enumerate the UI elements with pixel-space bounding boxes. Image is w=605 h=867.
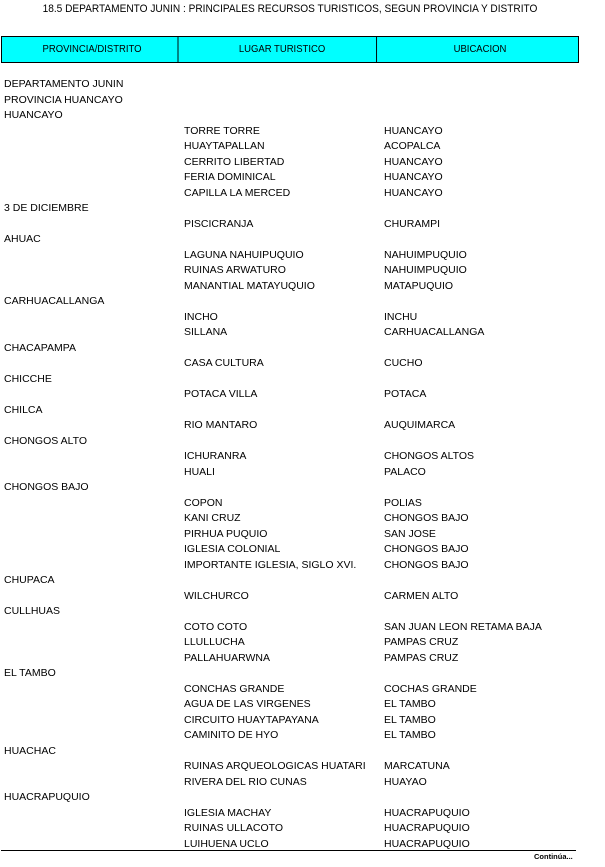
lugar-turistico-cell: IGLESIA COLONIAL [184, 543, 281, 555]
lugar-turistico-cell: RUINAS ARWATURO [184, 264, 286, 276]
provincia-distrito-cell: CHICCHE [4, 372, 52, 385]
table-row [0, 449, 600, 465]
header-lugar-turistico: LUGAR TURISTICO [188, 37, 377, 62]
provincia-distrito-cell: PROVINCIA HUANCAYO [4, 93, 123, 106]
lugar-turistico-cell: CONCHAS GRANDE [184, 682, 285, 695]
lugar-turistico-cell: FERIA DOMINICAL [184, 171, 276, 183]
lugar-turistico-cell: WILCHURCO [184, 589, 249, 602]
lugar-turistico-cell: IGLESIA MACHAY [184, 806, 272, 819]
ubicacion-cell: HUACRAPUQUIO [384, 806, 470, 819]
table-header [1, 36, 579, 63]
ubicacion-cell: HUACRAPUQUIO [384, 837, 470, 850]
ubicacion-cell: CHURAMPI [384, 217, 441, 230]
lugar-turistico-cell: RIVERA DEL RIO CUNAS [184, 775, 307, 788]
lugar-turistico-cell: IMPORTANTE IGLESIA, SIGLO XVI. [184, 558, 357, 571]
provincia-distrito-cell: AHUAC [4, 233, 41, 245]
ubicacion-cell: HUACRAPUQUIO [384, 822, 470, 834]
lugar-turistico-cell: RUINAS ULLACOTO [184, 822, 283, 834]
lugar-turistico-cell: KANI CRUZ [184, 512, 241, 524]
table-row [0, 542, 600, 558]
table-row [0, 170, 600, 186]
lugar-turistico-cell: LUIHUENA UCLO [184, 837, 269, 850]
lugar-turistico-cell: CAPILLA LA MERCED [184, 186, 291, 199]
table-row [0, 697, 600, 713]
table-row [0, 387, 600, 403]
table-row [0, 248, 600, 264]
header-provincia-distrito: PROVINCIA/DISTRITO [7, 37, 179, 62]
table-row [0, 434, 600, 450]
ubicacion-cell: CHONGOS BAJO [384, 543, 469, 555]
lugar-turistico-cell: MANANTIAL MATAYUQUIO [184, 279, 315, 292]
table-row [0, 325, 600, 341]
lugar-turistico-cell: CAMINITO DE HYO [184, 729, 279, 741]
table-row [0, 496, 600, 512]
table-row [0, 77, 600, 93]
provincia-distrito-cell: HUACRAPUQUIO [4, 791, 90, 803]
ubicacion-cell: CHONGOS BAJO [384, 558, 469, 571]
table-row [0, 821, 600, 837]
table-row [0, 232, 600, 248]
continue-label: Continúa... [534, 852, 573, 861]
lugar-turistico-cell: CASA CULTURA [184, 357, 264, 369]
lugar-turistico-cell: INCHO [184, 310, 218, 323]
table-row [0, 93, 600, 109]
table-row [0, 155, 600, 171]
provincia-distrito-cell: 3 DE DICIEMBRE [4, 202, 89, 214]
table-row [0, 372, 600, 388]
lugar-turistico-cell: SILLANA [184, 326, 228, 338]
provincia-distrito-cell: EL TAMBO [4, 667, 56, 679]
lugar-turistico-cell: PIRHUA PUQUIO [184, 527, 268, 540]
lugar-turistico-cell: CERRITO LIBERTAD [184, 155, 285, 168]
ubicacion-cell: CHONGOS BAJO [384, 512, 469, 524]
lugar-turistico-cell: HUALI [184, 465, 215, 478]
table-row [0, 790, 600, 806]
table-row [0, 806, 600, 822]
ubicacion-cell: POLIAS [384, 496, 422, 509]
table-row [0, 403, 600, 419]
table-row [0, 279, 600, 295]
table-row [0, 418, 600, 434]
table-row [0, 511, 600, 527]
lugar-turistico-cell: TORRE TORRE [184, 124, 260, 137]
table-row [0, 589, 600, 605]
table-row [0, 558, 600, 574]
ubicacion-cell: MARCATUNA [384, 760, 450, 772]
ubicacion-cell: INCHU [384, 310, 418, 323]
table-row [0, 201, 600, 217]
ubicacion-cell: ACOPALCA [384, 140, 441, 152]
lugar-turistico-cell: ICHURANRA [184, 450, 247, 462]
table-row [0, 124, 600, 140]
lugar-turistico-cell: COPON [184, 496, 223, 509]
table-row [0, 108, 600, 124]
ubicacion-cell: CUCHO [384, 357, 423, 369]
table-row [0, 604, 600, 620]
ubicacion-cell: HUANCAYO [384, 186, 443, 199]
lugar-turistico-cell: AGUA DE LAS VIRGENES [184, 698, 311, 710]
ubicacion-cell: CARMEN ALTO [384, 589, 459, 602]
ubicacion-cell: NAHUIMPUQUIO [384, 248, 467, 261]
provincia-distrito-cell: CHONGOS ALTO [4, 434, 88, 447]
lugar-turistico-cell: COTO COTO [184, 620, 248, 633]
table-row [0, 356, 600, 372]
table-row [0, 651, 600, 667]
ubicacion-cell: NAHUIMPUQUIO [384, 264, 467, 276]
ubicacion-cell: HUANCAYO [384, 124, 443, 137]
table-row [0, 139, 600, 155]
table-row [0, 186, 600, 202]
table-body [0, 77, 600, 852]
lugar-turistico-cell: CIRCUITO HUAYTAPAYANA [184, 713, 319, 726]
ubicacion-cell: MATAPUQUIO [384, 279, 454, 292]
provincia-distrito-cell: HUACHAC [4, 744, 56, 757]
ubicacion-cell: PAMPAS CRUZ [384, 651, 459, 664]
table-row [0, 744, 600, 760]
page-title: 18.5 DEPARTAMENTO JUNIN : PRINCIPALES RECURSOS TURISTICOS, SEGUN PROVINCIA Y DISTRITO [42, 3, 538, 15]
table-row [0, 263, 600, 279]
ubicacion-cell: EL TAMBO [384, 713, 436, 726]
table-row [0, 682, 600, 698]
ubicacion-cell: POTACA [384, 388, 427, 400]
provincia-distrito-cell: DEPARTAMENTO JUNIN [4, 78, 124, 90]
provincia-distrito-cell: CHUPACA [4, 574, 55, 586]
lugar-turistico-cell: LLULLUCHA [184, 636, 245, 648]
table-row [0, 713, 600, 729]
ubicacion-cell: SAN JOSE [384, 527, 436, 540]
table-row [0, 341, 600, 357]
table-row [0, 527, 600, 543]
table-row [0, 310, 600, 326]
provincia-distrito-cell: CHACAPAMPA [4, 341, 76, 354]
header-ubicacion: UBICACION [453, 44, 507, 55]
lugar-turistico-cell: RIO MANTARO [184, 419, 258, 431]
provincia-distrito-cell: CULLHUAS [4, 605, 61, 617]
table-row [0, 480, 600, 496]
table-row [0, 666, 600, 682]
provincia-distrito-cell: CHILCA [4, 403, 43, 416]
lugar-turistico-cell: PISCICRANJA [184, 217, 254, 230]
ubicacion-cell: EL TAMBO [384, 729, 436, 741]
lugar-turistico-cell: PALLAHUARWNA [184, 651, 270, 664]
table-row [0, 217, 600, 233]
lugar-turistico-cell: POTACA VILLA [184, 388, 258, 400]
ubicacion-cell: AUQUIMARCA [384, 419, 456, 431]
ubicacion-cell: CARHUACALLANGA [384, 326, 485, 338]
ubicacion-cell: CHONGOS ALTOS [384, 450, 475, 462]
table-row [0, 620, 600, 636]
table-row [0, 728, 600, 744]
ubicacion-cell: PALACO [384, 465, 426, 478]
lugar-turistico-cell: RUINAS ARQUEOLOGICAS HUATARI [184, 760, 366, 772]
lugar-turistico-cell: LAGUNA NAHUIPUQUIO [184, 248, 304, 261]
table-row [0, 465, 600, 481]
table-row [0, 759, 600, 775]
provincia-distrito-cell: CARHUACALLANGA [4, 295, 105, 307]
ubicacion-cell: EL TAMBO [384, 698, 436, 710]
lugar-turistico-cell: HUAYTAPALLAN [184, 140, 265, 152]
provincia-distrito-cell: CHONGOS BAJO [4, 481, 89, 493]
table-row [0, 294, 600, 310]
provincia-distrito-cell: HUANCAYO [4, 109, 63, 121]
ubicacion-cell: HUANCAYO [384, 155, 443, 168]
ubicacion-cell: SAN JUAN LEON RETAMA BAJA [384, 620, 542, 633]
table-row [0, 635, 600, 651]
footer-divider [1, 850, 576, 851]
ubicacion-cell: HUAYAO [384, 775, 427, 788]
ubicacion-cell: COCHAS GRANDE [384, 682, 477, 695]
table-row [0, 573, 600, 589]
table-row [0, 775, 600, 791]
ubicacion-cell: PAMPAS CRUZ [384, 636, 459, 648]
ubicacion-cell: HUANCAYO [384, 171, 443, 183]
